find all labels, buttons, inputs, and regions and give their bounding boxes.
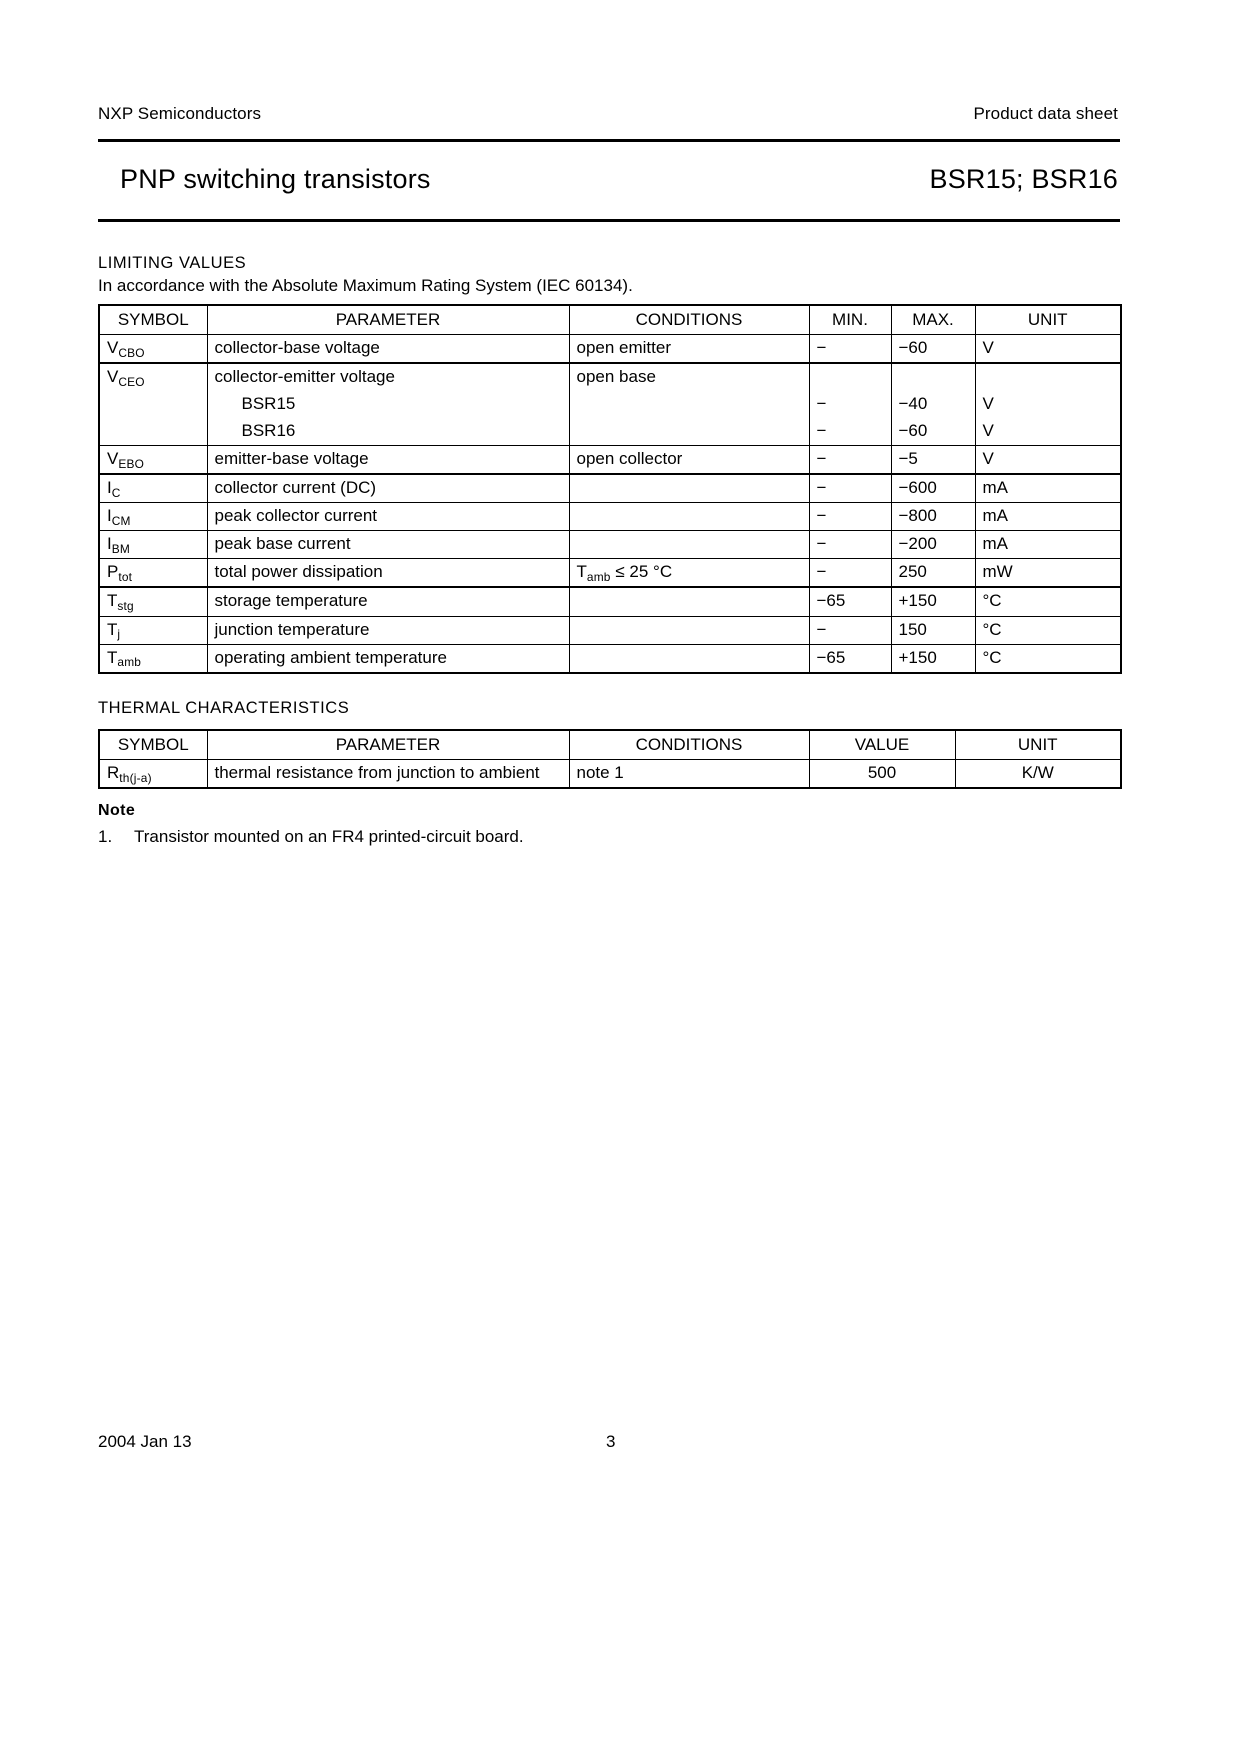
- cell-min: −: [809, 559, 891, 588]
- cell-parameter: collector-emitter voltage: [207, 363, 569, 391]
- cell-symbol: [99, 391, 207, 418]
- cell-max: [891, 363, 975, 391]
- cell-symbol: [99, 335, 207, 364]
- table-row: [99, 335, 1121, 364]
- part-numbers: BSR15; BSR16: [929, 164, 1118, 194]
- symbol-subscript: stg: [117, 599, 134, 614]
- symbol-subscript: th(j-a): [119, 770, 152, 785]
- symbol-base: I: [107, 534, 112, 554]
- symbol-subscript: C: [111, 485, 121, 500]
- symbol-subscript: BM: [111, 541, 130, 556]
- cell-symbol: [99, 418, 207, 446]
- col-min: MIN.: [809, 305, 891, 335]
- cell-unit: °C: [975, 587, 1121, 616]
- cell-symbol: [99, 531, 207, 559]
- table-row: [99, 587, 1121, 616]
- company-name: NXP Semiconductors: [98, 104, 262, 123]
- cell-unit: V: [975, 391, 1121, 418]
- cell-max: −600: [891, 474, 975, 503]
- table-row: [99, 644, 1121, 673]
- cell-conditions: [569, 531, 809, 559]
- cell-min: −65: [809, 587, 891, 616]
- symbol-subscript: CEO: [118, 374, 145, 389]
- cell-unit: mW: [975, 559, 1121, 588]
- cell-parameter: thermal resistance from junction to ambient: [207, 760, 569, 789]
- cell-conditions: [569, 418, 809, 446]
- cell-min: −: [809, 531, 891, 559]
- thermal-characteristics-heading: THERMAL CHARACTERISTICS: [98, 699, 350, 717]
- table-header-row: [99, 730, 1121, 760]
- cell-conditions: open emitter: [569, 335, 809, 364]
- cell-symbol: [99, 644, 207, 673]
- title-row: [120, 164, 1118, 195]
- cell-parameter: collector-base voltage: [207, 335, 569, 364]
- cell-unit: [975, 363, 1121, 391]
- cell-conditions: [569, 474, 809, 503]
- cell-min: −: [809, 503, 891, 531]
- cell-symbol: [99, 559, 207, 588]
- col-symbol: SYMBOL: [99, 305, 207, 335]
- limiting-values-subheading: In accordance with the Absolute Maximum Rating System (IEC 60134).: [98, 276, 633, 295]
- cell-parameter: junction temperature: [207, 616, 569, 644]
- thermal-characteristics-table: [98, 729, 1122, 789]
- symbol-subscript: tot: [118, 569, 133, 584]
- note-number: 1.: [98, 827, 113, 846]
- symbol-subscript: j: [117, 627, 121, 642]
- cell-min: [809, 363, 891, 391]
- cell-parameter: emitter-base voltage: [207, 446, 569, 475]
- cell-max: +150: [891, 644, 975, 673]
- cell-parameter: peak base current: [207, 531, 569, 559]
- cell-max: −800: [891, 503, 975, 531]
- cell-min: −65: [809, 644, 891, 673]
- note-heading: Note: [98, 802, 136, 819]
- footer-date: 2004 Jan 13: [98, 1432, 192, 1451]
- header-divider: [98, 139, 1120, 142]
- table-row: [99, 474, 1121, 503]
- cell-max: 250: [891, 559, 975, 588]
- cell-parameter: BSR15: [207, 391, 569, 418]
- cell-unit: mA: [975, 474, 1121, 503]
- cell-symbol: [99, 587, 207, 616]
- cell-conditions: note 1: [569, 760, 809, 789]
- col-symbol: SYMBOL: [99, 730, 207, 760]
- cell-conditions: open base: [569, 363, 809, 391]
- cell-unit: °C: [975, 644, 1121, 673]
- note-text: Transistor mounted on an FR4 printed-circuit board.: [134, 827, 524, 846]
- cell-max: −40: [891, 391, 975, 418]
- cell-unit: °C: [975, 616, 1121, 644]
- table-row: [99, 559, 1121, 588]
- symbol-base: T: [107, 591, 118, 611]
- cell-conditions: [569, 559, 809, 588]
- cell-symbol: [99, 446, 207, 475]
- symbol-base: T: [107, 619, 118, 639]
- symbol-base: V: [107, 338, 119, 358]
- cell-symbol: [99, 474, 207, 503]
- col-unit: UNIT: [975, 305, 1121, 335]
- table-row: [99, 446, 1121, 475]
- cell-max: 150: [891, 616, 975, 644]
- cell-conditions: [569, 391, 809, 418]
- symbol-subscript: EBO: [118, 456, 145, 471]
- table-row: [99, 760, 1121, 789]
- table-header-row: [99, 305, 1121, 335]
- symbol-subscript: CM: [111, 513, 131, 528]
- col-value: VALUE: [809, 730, 955, 760]
- cell-min: −: [809, 391, 891, 418]
- title-divider: [98, 219, 1120, 222]
- cell-max: −5: [891, 446, 975, 475]
- table-row: [99, 616, 1121, 644]
- col-parameter: PARAMETER: [207, 730, 569, 760]
- cell-symbol: [99, 760, 207, 789]
- table-row: [99, 418, 1121, 446]
- note-item: [98, 827, 524, 847]
- table-row: [99, 391, 1121, 418]
- condition-base: T: [576, 562, 587, 582]
- cell-min: −: [809, 335, 891, 364]
- cell-conditions: [569, 587, 809, 616]
- symbol-subscript: CBO: [118, 345, 145, 360]
- cell-min: −: [809, 418, 891, 446]
- cell-symbol: [99, 616, 207, 644]
- table-row: [99, 503, 1121, 531]
- cell-min: −: [809, 474, 891, 503]
- cell-unit: mA: [975, 503, 1121, 531]
- symbol-base: V: [107, 449, 119, 469]
- col-max: MAX.: [891, 305, 975, 335]
- symbol-base: R: [107, 763, 120, 783]
- cell-unit: K/W: [955, 760, 1121, 789]
- cell-parameter: operating ambient temperature: [207, 644, 569, 673]
- cell-min: −: [809, 616, 891, 644]
- cell-parameter: peak collector current: [207, 503, 569, 531]
- condition-tail: ≤ 25 °C: [610, 562, 673, 582]
- cell-max: −60: [891, 335, 975, 364]
- cell-symbol: [99, 363, 207, 391]
- cell-max: −60: [891, 418, 975, 446]
- col-parameter: PARAMETER: [207, 305, 569, 335]
- cell-conditions: [569, 616, 809, 644]
- cell-unit: V: [975, 335, 1121, 364]
- cell-value: 500: [809, 760, 955, 789]
- footer-page-number: 3: [606, 1432, 616, 1451]
- table-row: [99, 363, 1121, 391]
- cell-max: +150: [891, 587, 975, 616]
- symbol-base: T: [107, 647, 118, 667]
- col-conditions: CONDITIONS: [569, 305, 809, 335]
- cell-parameter: storage temperature: [207, 587, 569, 616]
- cell-unit: V: [975, 418, 1121, 446]
- table-row: [99, 531, 1121, 559]
- condition-subscript: amb: [586, 569, 611, 584]
- cell-parameter: total power dissipation: [207, 559, 569, 588]
- cell-max: −200: [891, 531, 975, 559]
- symbol-base: P: [107, 562, 119, 582]
- cell-parameter: collector current (DC): [207, 474, 569, 503]
- cell-unit: V: [975, 446, 1121, 475]
- symbol-base: I: [107, 506, 112, 526]
- limiting-values-table: [98, 304, 1122, 674]
- cell-min: −: [809, 446, 891, 475]
- symbol-base: I: [107, 478, 112, 498]
- cell-unit: mA: [975, 531, 1121, 559]
- col-conditions: CONDITIONS: [569, 730, 809, 760]
- cell-conditions: [569, 644, 809, 673]
- cell-conditions: open collector: [569, 446, 809, 475]
- cell-symbol: [99, 503, 207, 531]
- symbol-base: V: [107, 367, 119, 387]
- page-header: [98, 104, 1118, 124]
- cell-parameter: BSR16: [207, 418, 569, 446]
- page-title: PNP switching transistors: [120, 164, 431, 194]
- document-type: Product data sheet: [973, 104, 1118, 123]
- cell-conditions: [569, 503, 809, 531]
- col-unit: UNIT: [955, 730, 1121, 760]
- limiting-values-heading: LIMITING VALUES: [98, 254, 247, 272]
- symbol-subscript: amb: [117, 655, 142, 670]
